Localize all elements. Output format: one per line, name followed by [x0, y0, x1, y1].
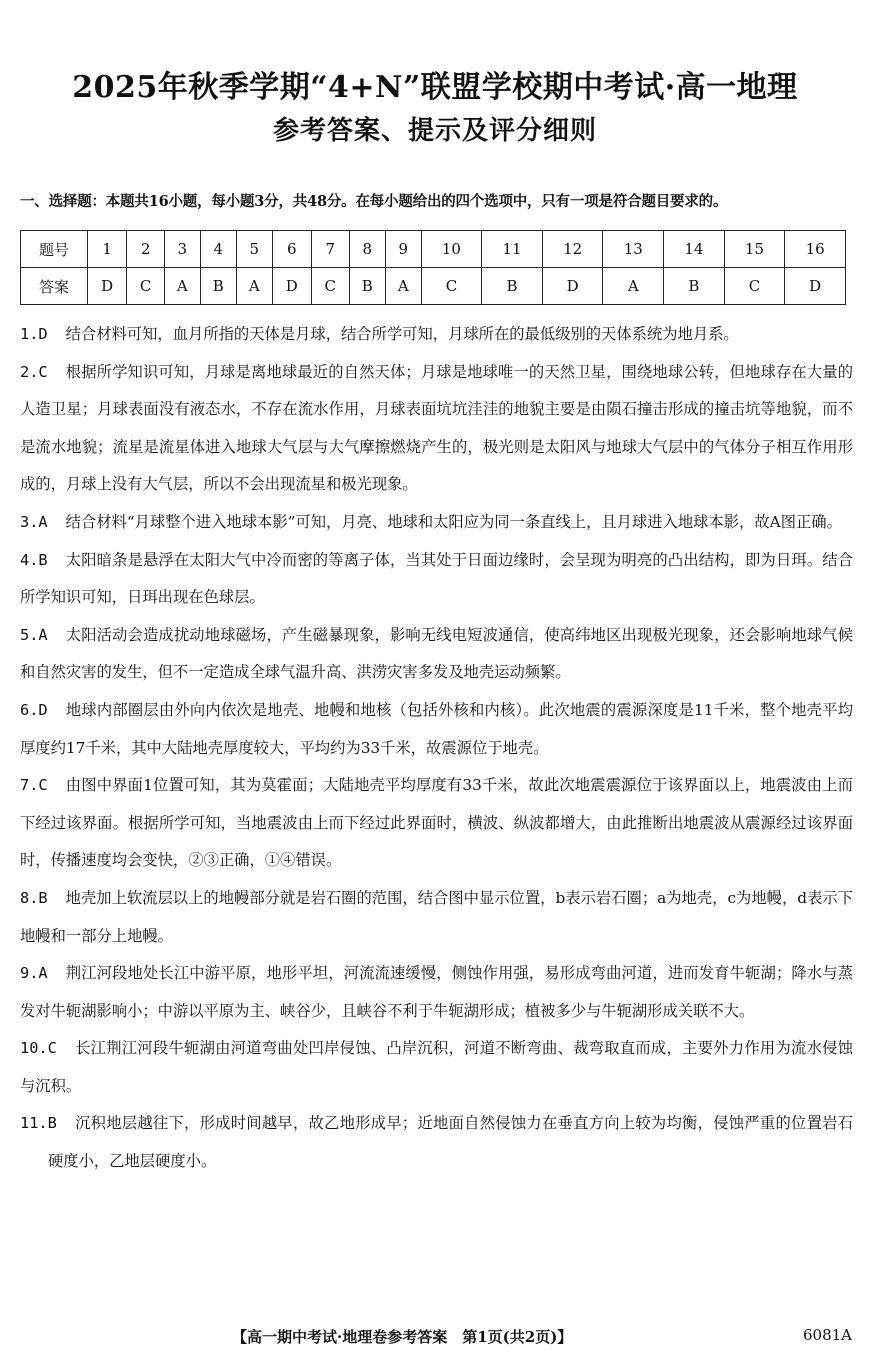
answer-cell: D [272, 268, 311, 305]
footer-page-info: 【高一期中考试·地理卷参考答案 第1页(共2页)】 [232, 1328, 573, 1346]
item-number: 6.D [20, 700, 48, 719]
answer-table-answer-row [21, 268, 846, 305]
answer-table-number-row [21, 231, 846, 268]
question-number: 6 [272, 231, 311, 268]
question-number: 14 [664, 231, 725, 268]
answer-cell: C [724, 268, 785, 305]
section-heading: 一、选择题：本题共16小题，每小题3分，共48分。在每小题给出的四个选项中，只有一项是符合题目要求的。 [20, 193, 728, 210]
list-item [20, 880, 853, 955]
item-text: 结合材料可知，血月所指的天体是月球，结合所学可知，月球所在的最低级别的天体系统为地月系。 [65, 325, 739, 343]
item-number: 5.A [20, 625, 48, 644]
list-item [20, 316, 853, 354]
question-number: 13 [603, 231, 664, 268]
item-number: 3.A [20, 512, 48, 531]
list-item [20, 617, 853, 692]
item-text: 长江荆江河段牛轭湖由河道弯曲处凹岸侵蚀、凸岸沉积，河道不断弯曲、裁弯取直而成，主要外力作用为流水侵蚀与沉积。 [20, 1039, 853, 1095]
item-number: 9.A [20, 964, 48, 983]
list-item [20, 767, 853, 880]
explanation-list [20, 316, 853, 1181]
answer-cell: A [603, 268, 664, 305]
question-number: 7 [311, 231, 349, 268]
answer-cell: C [311, 268, 349, 305]
answer-cell: D [542, 268, 603, 305]
table-row-label: 答案 [21, 268, 88, 305]
list-item [20, 692, 853, 767]
item-text: 荆江河段地处长江中游平原，地形平坦，河流流速缓慢，侧蚀作用强，易形成弯曲河道，进而发育牛轭湖；降水与蒸发对牛轭湖影响小；中游以平原为主、峡谷少，且峡谷不利于牛轭湖形成；植被多少与牛轭湖形成关联不大。 [20, 964, 853, 1020]
item-text: 太阳活动会造成扰动地球磁场，产生磁暴现象，影响无线电短波通信，使高纬地区出现极光现象，还会影响地球气候和自然灾害的发生，但不一定造成全球气温升高、洪涝灾害多发及地壳运动频繁。 [20, 625, 853, 682]
list-item [20, 1030, 853, 1105]
page-title: 2025年秋季学期“4+N”联盟学校期中考试·高一地理 [72, 70, 798, 105]
question-number: 5 [236, 231, 272, 268]
list-item [20, 1105, 853, 1180]
answer-table [20, 230, 846, 305]
item-text: 根据所学知识可知，月球是离地球最近的自然天体；月球是地球唯一的天然卫星，围绕地球公转，但地球存在大量的人造卫星；月球表面没有液态水，不存在流水作用，月球表面坑坑洼洼的地貌主要是由陨石撞击形成的撞击坑等地貌，而不是流水地貌；流星是流星体进入地球大气层与大气摩擦燃烧产生的，极光则是太阳风与地球大气层中的气体分子相互作用形成的，月球上没有大气层，所以不会出现流星和极光现象。 [20, 362, 853, 494]
list-item [20, 354, 853, 504]
table-row-label: 题号 [21, 231, 88, 268]
footer-paper-code: 6081A [803, 1326, 853, 1344]
answer-cell: B [664, 268, 725, 305]
question-number: 10 [421, 231, 482, 268]
item-text: 沉积地层越往下，形成时间越早，故乙地形成早；近地面自然侵蚀力在垂直方向上较为均衡，侵蚀严重的位置岩石硬度小，乙地层硬度小。 [48, 1114, 853, 1171]
question-number: 16 [785, 231, 846, 268]
answer-cell: C [421, 268, 482, 305]
answer-cell: B [482, 268, 543, 305]
item-text: 地壳加上软流层以上的地幔部分就是岩石圈的范围，结合图中显示位置，b表示岩石圈；a为地壳，c为地幔，d表示下地幔和一部分上地幔。 [20, 888, 853, 945]
answer-cell: A [236, 268, 272, 305]
answer-cell: A [164, 268, 200, 305]
item-number: 11.B [20, 1114, 57, 1133]
item-number: 2.C [20, 362, 48, 381]
item-text: 由图中界面1位置可知，其为莫霍面；大陆地壳平均厚度有33千米，故此次地震震源位于该界面以上，地震波由上而下经过该界面。根据所学可知，当地震波由上而下经过此界面时，横波、纵波都增大，由此推断出地震波从震源经过该界面时，传播速度均会变快，②③正确，①④错误。 [20, 776, 853, 870]
list-item [20, 955, 853, 1030]
question-number: 8 [349, 231, 385, 268]
item-text: 太阳暗条是悬浮在太阳大气中冷而密的等离子体，当其处于日面边缘时，会呈现为明亮的凸出结构，即为日珥。结合所学知识可知，日珥出现在色球层。 [20, 550, 853, 607]
item-number: 10.C [20, 1039, 57, 1058]
item-number: 7.C [20, 776, 48, 795]
page-subtitle: 参考答案、提示及评分细则 [272, 116, 597, 146]
item-number: 1.D [20, 325, 48, 343]
answer-cell: D [88, 268, 127, 305]
list-item [20, 504, 853, 542]
answer-cell: D [785, 268, 846, 305]
item-text: 地球内部圈层由外向内依次是地壳、地幔和地核（包括外核和内核）。此次地震的震源深度是11千米，整个地壳平均厚度约17千米，其中大陆地壳厚度较大，平均约为33千米，故震源位于地壳。 [20, 700, 853, 757]
question-number: 9 [385, 231, 421, 268]
question-number: 1 [88, 231, 127, 268]
answer-cell: B [349, 268, 385, 305]
question-number: 3 [164, 231, 200, 268]
question-number: 15 [724, 231, 785, 268]
item-number: 8.B [20, 888, 48, 907]
answer-cell: A [385, 268, 421, 305]
question-number: 4 [200, 231, 236, 268]
question-number: 11 [482, 231, 543, 268]
answer-cell: B [200, 268, 236, 305]
answer-cell: C [127, 268, 165, 305]
list-item [20, 542, 853, 617]
item-text: 结合材料“月球整个进入地球本影”可知，月亮、地球和太阳应为同一条直线上，且月球进入地球本影，故A图正确。 [65, 512, 842, 531]
question-number: 2 [127, 231, 165, 268]
item-number: 4.B [20, 550, 48, 569]
question-number: 12 [542, 231, 603, 268]
